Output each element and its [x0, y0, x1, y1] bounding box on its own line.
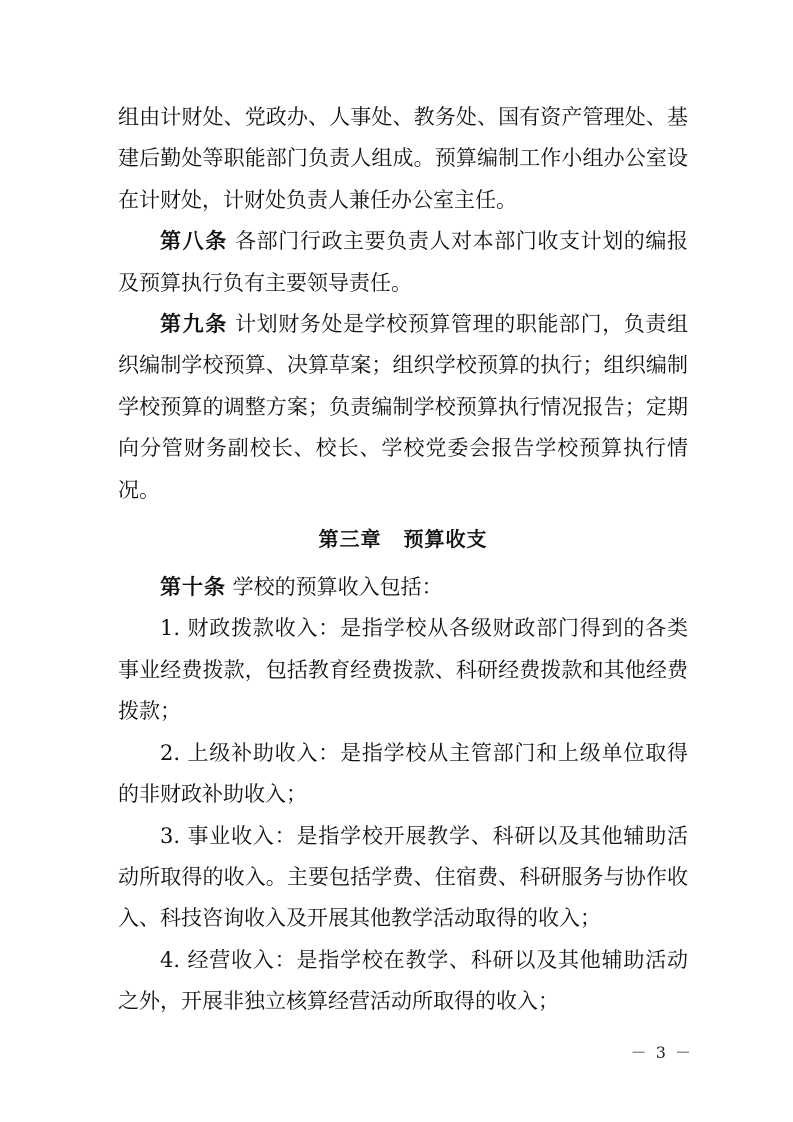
article-9-label: 第九条 — [160, 312, 228, 337]
paragraph-continuation: 组由计财处、党政办、人事处、教务处、国有资产管理处、基建后勤处等职能部门负责人组成。预算编制工作小组办公室设在计财处，计财处负责人兼任办公室主任。 — [118, 105, 688, 212]
document-body — [118, 97, 688, 1023]
income-item-2: 2. 上级补助收入：是指学校从主管部门和上级单位取得的非财政补助收入； — [118, 740, 688, 807]
chapter-heading — [118, 515, 688, 563]
page-number: － 3 － — [630, 1043, 693, 1062]
chapter-title: 预算收支 — [403, 527, 488, 552]
article-9-text: 计划财务处是学校预算管理的职能部门，负责组织编制学校预算、决算草案；组织学校预算的执行；组织编制学校预算的调整方案；负责编制学校预算执行情况报告；定期向分管财务副校长、校长、学校党委会报告学校预算执行情况。 — [118, 312, 688, 502]
income-item-1: 1. 财政拨款收入：是指学校从各级财政部门得到的各类事业经费拨款，包括教育经费拨款、科研经费拨款和其他经费拨款； — [118, 616, 688, 724]
article-10-label: 第十条 — [160, 575, 226, 600]
article-10 — [118, 567, 688, 608]
article-8 — [118, 221, 688, 304]
article-9 — [118, 304, 688, 511]
chapter-number: 第三章 — [318, 527, 382, 552]
income-item-4: 4. 经营收入：是指学校在教学、科研以及其他辅助活动之外，开展非独立核算经营活动所取得的收入； — [118, 947, 688, 1014]
article-8-text: 各部门行政主要负责人对本部门收支计划的编报及预算执行负有主要领导责任。 — [118, 229, 688, 295]
article-10-text: 学校的预算收入包括： — [226, 575, 443, 600]
income-item-3: 3. 事业收入：是指学校开展教学、科研以及其他辅助活动所取得的收入。主要包括学费、住宿费、科研服务与协作收入、科技咨询收入及开展其他教学活动取得的收入； — [118, 823, 688, 931]
article-8-label: 第八条 — [160, 229, 228, 254]
